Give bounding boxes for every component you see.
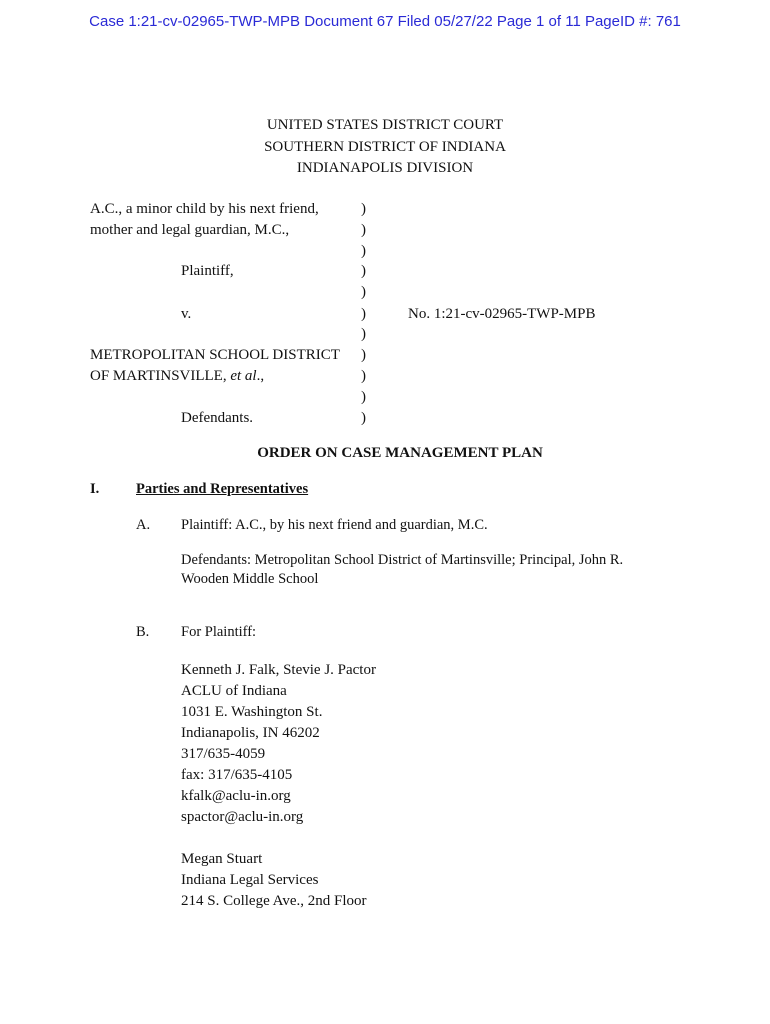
plaintiff-party: Plaintiff: A.C., by his next friend and guardian, M.C.: [181, 517, 488, 533]
counsel-block-ils: [181, 849, 367, 912]
defendants-party-line2: Wooden Middle School: [181, 571, 319, 587]
caption-paren: ): [361, 222, 366, 238]
caption-paren: ): [361, 284, 366, 300]
caption-paren: ): [361, 243, 366, 259]
caption-defendant-line2-c: .,: [256, 368, 265, 384]
section-number: I.: [90, 481, 100, 497]
counsel-block-aclu: [181, 660, 376, 828]
caption-defendant-line2: [90, 366, 264, 387]
caption-paren: ): [361, 347, 366, 363]
counsel-names: Kenneth J. Falk, Stevie J. Pactor: [181, 662, 376, 678]
counsel-street-ils: 214 S. College Ave., 2nd Floor: [181, 893, 367, 909]
caption-defendant-line1: METROPOLITAN SCHOOL DISTRICT: [90, 347, 340, 363]
counsel-email-falk: kfalk@aclu-in.org: [181, 788, 291, 804]
item-b-label: B.: [136, 624, 150, 640]
caption-paren: ): [361, 326, 366, 342]
caption-paren: ): [361, 368, 366, 384]
defendants-party-line1: Defendants: Metropolitan School District of Martinsville; Principal, John R.: [181, 552, 624, 568]
counsel-email-pactor: spactor@aclu-in.org: [181, 809, 304, 825]
court-division: INDIANAPOLIS DIVISION: [296, 160, 474, 176]
counsel-org-ils: Indiana Legal Services: [181, 872, 319, 888]
caption-paren: ): [361, 410, 366, 426]
section-heading: Parties and Representatives: [136, 481, 309, 497]
caption-paren: ): [361, 389, 366, 405]
counsel-city: Indianapolis, IN 46202: [181, 725, 320, 741]
caption-defendant-line2-a: OF MARTINSVILLE,: [90, 368, 231, 384]
caption-plaintiff-line2: mother and legal guardian, M.C.,: [90, 222, 290, 238]
counsel-fax: fax: 317/635-4105: [181, 767, 293, 783]
ecf-header-stamp: Case 1:21-cv-02965-TWP-MPB Document 67 Filed 05/27/22 Page 1 of 11 PageID #: 761: [89, 13, 681, 30]
counsel-name-stuart: Megan Stuart: [181, 851, 263, 867]
for-plaintiff-label: For Plaintiff:: [181, 624, 257, 640]
counsel-org: ACLU of Indiana: [181, 683, 287, 699]
court-name: UNITED STATES DISTRICT COURT: [266, 117, 504, 133]
court-heading: [0, 115, 770, 180]
caption-et-al: et al: [230, 368, 257, 384]
caption-plaintiff-line1: A.C., a minor child by his next friend,: [90, 201, 319, 217]
item-a-label: A.: [136, 517, 151, 533]
caption-defendant-role: Defendants.: [181, 410, 254, 426]
counsel-phone: 317/635-4059: [181, 746, 266, 762]
caption-plaintiff-role: Plaintiff,: [181, 263, 234, 279]
caption-paren: ): [361, 201, 366, 217]
order-title: ORDER ON CASE MANAGEMENT PLAN: [257, 445, 543, 461]
counsel-street: 1031 E. Washington St.: [181, 704, 323, 720]
caption-versus: v.: [181, 306, 192, 322]
caption-paren: ): [361, 306, 366, 322]
court-district: SOUTHERN DISTRICT OF INDIANA: [264, 138, 506, 155]
case-number: No. 1:21-cv-02965-TWP-MPB: [408, 306, 596, 322]
caption-paren: ): [361, 263, 366, 279]
